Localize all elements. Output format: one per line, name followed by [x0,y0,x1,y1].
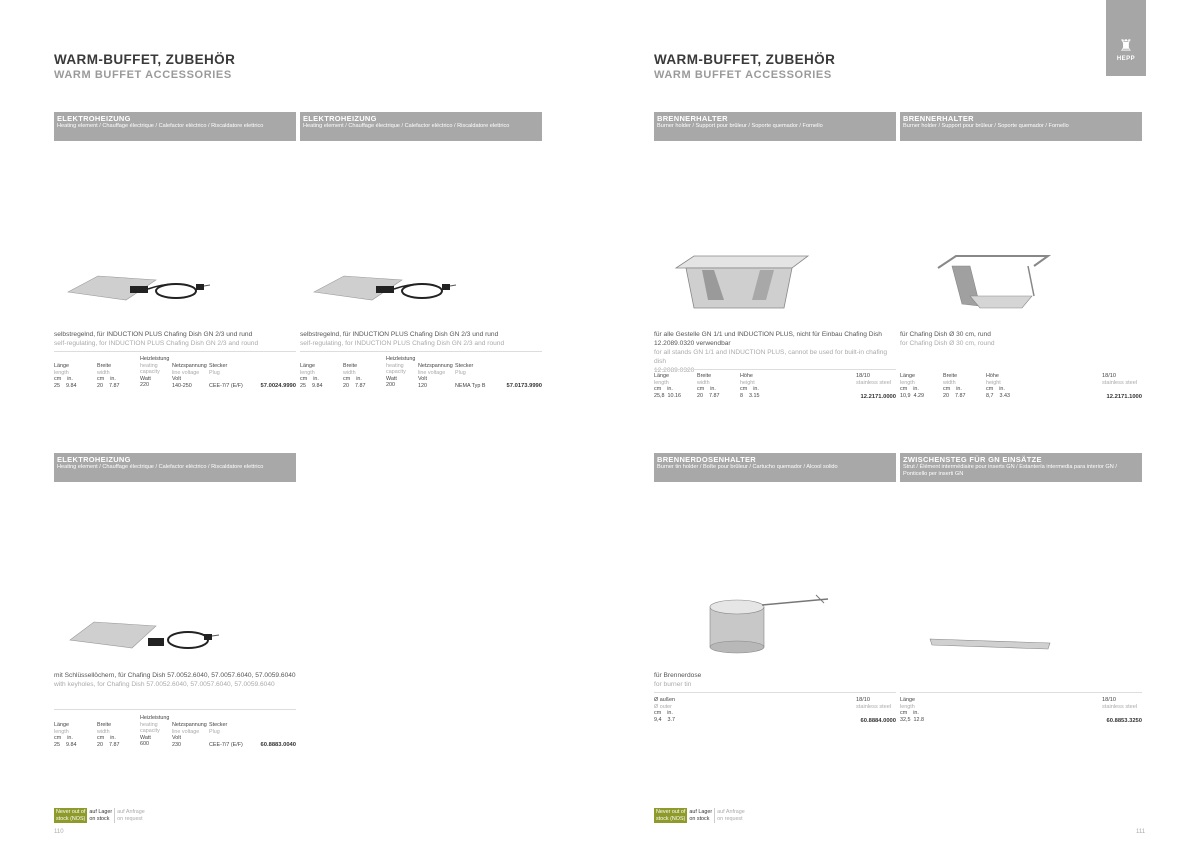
product-header: BRENNERDOSENHALTER Burner tin holder / Boîte pour brûleur / Cartucho quemador / Alcool solido [654,453,896,482]
spec-table: Länge length cm in. 10,9 4.29 Breite width cm in. 20 7.87 Höhe height cm in. 8,7 3.43 18/10 stainless steel 12.2171.1000 [900,373,1142,400]
product-header: ZWISCHENSTEG FÜR GN EINSÄTZE Strut / Élément intermédiaire pour inserts GN / Estantería intermedia para interior GN / Ponticello per inserti GN [900,453,1142,482]
page-number: 111 [1136,829,1146,835]
description-en: self-regulating, for INDUCTION PLUS Chafing Dish GN 2/3 and round [54,340,259,347]
page-subtitle: WARM BUFFET ACCESSORIES [654,69,832,81]
heating-plate-image [304,270,474,310]
description-de: mit Schlüssellöchern, für Chafing Dish 57.0052.6040, 57.0057.6040, 57.0059.6040 [54,672,296,679]
product-card [654,453,896,743]
description-en: self-regulating, for INDUCTION PLUS Chafing Dish GN 2/3 and round [300,340,505,347]
article-number: 57.0173.9990 [506,383,542,389]
stock-legend: Never out of stock (NOS) auf Lager on stock auf Anfrage on request [656,809,745,822]
burner-holder-image [674,252,814,312]
burner-tin-holder-image [704,593,834,655]
waiter-logo-icon: ♜ [1118,38,1134,55]
divider [54,351,296,352]
description-en: for all stands GN 1/1 and INDUCTION PLUS, cannot be used for built-in chafing dish [654,349,888,365]
spec-table: Länge length cm in. 25,8 10.16 Breite width cm in. 20 7.87 Höhe height cm in. 8 3.15 18/10 stainless steel 12.2171.0000 [654,373,896,400]
page-number: 110 [54,829,64,835]
description-de: für Chafing Dish Ø 30 cm, rund [900,331,991,338]
product-header: BRENNERHALTER Burner holder / Support pour brûleur / Soporte quemador / Fornello [654,112,896,141]
page-subtitle: WARM BUFFET ACCESSORIES [54,69,232,81]
description-de: für Brennerdose [654,672,702,679]
product-card: BRENNERHALTER Burner holder / Support pour brûleur / Soporte quemador / Fornello für alle Gestelle GN 1/1 und INDUCTION PLUS, nicht für Einbau Chafing Dish 12.2089.0320 verwendbar for all stands GN 1/1 and INDUCTION PLUS, cannot be used for built-in chafing dish 12.2089.0320 Länge length cm in. 25,8 10.16 Breite width cm in. 20 7.87 Höhe height cm in. 8 3.15 18/10 stainless steel 12.2171.0000 [654,112,896,402]
product-card [300,112,542,402]
product-card [900,112,1142,402]
product-header: BRENNERHALTER Burner holder / Support pour brûleur / Soporte quemador / Fornello [900,112,1142,141]
page-title: WARM-BUFFET, ZUBEHÖR [54,52,236,67]
article-number: 12.2171.0000 [860,394,896,400]
product-header: ELEKTROHEIZUNG Heating element / Chauffage électrique / Calefactor eléctrico / Riscaldatore elettrico [300,112,542,141]
article-number: 12.2171.1000 [1106,394,1142,400]
description-en: for Chafing Dish Ø 30 cm, round [900,340,995,347]
heating-plate-image [58,270,228,310]
description-en: with keyholes, for Chafing Dish 57.0052.6040, 57.0057.6040, 57.0059.6040 [54,681,275,688]
product-header: ELEKTROHEIZUNG Heating element / Chauffage électrique / Calefactor eléctrico / Riscaldatore elettrico [54,112,296,141]
product-card [900,453,1142,743]
product-card [54,112,296,402]
description-en: for burner tin [654,681,692,688]
description-de: selbstregelnd, für INDUCTION PLUS Chafing Dish GN 2/3 und rund [54,331,253,338]
heating-plate-image [64,618,234,658]
article-number: 60.8884.0000 [860,718,896,724]
spec-table: Länge length cm in. 25 9.84 Breite width cm in. 20 7.87 Heizleistung heating capacity Watt 220 Netzspannung line voltage Volt 140-250 Stecker Plug CEE-7/7 (E/F) 57.0024.9990 [54,356,296,389]
article-number: 60.8883.0040 [260,742,296,748]
spec-table: Länge length cm in. 25 9.84 Breite width cm in. 20 7.87 Heizleistung heating capacity Watt 200 Netzspannung line voltage Volt 120 Stecker Plug NEMA Typ B 57.0173.9990 [300,356,542,389]
page-title: WARM-BUFFET, ZUBEHÖR [654,52,836,67]
strut-image [928,633,1058,653]
description-de: selbstregelnd, für INDUCTION PLUS Chafing Dish GN 2/3 und rund [300,331,499,338]
brand-name: HEPP [1116,56,1136,62]
product-card [54,453,296,763]
product-header: ELEKTROHEIZUNG Heating element / Chauffage électrique / Calefactor eléctrico / Riscaldatore elettrico [54,453,296,482]
article-number: 60.8853.3250 [1106,718,1142,724]
right-page [600,0,1200,849]
article-number: 57.0024.9990 [260,383,296,389]
spec-table: Länge length cm in. 25 9.84 Breite width cm in. 20 7.87 Heizleistung heating capacity Watt 600 Netzspannung line voltage Volt 230 Stecker Plug CEE-7/7 (E/F) 60.8883.0040 [54,715,296,748]
spec-table: Länge length cm in. 32,5 12.8 18/10 stainless steel 60.8853.3250 [900,697,1142,724]
brand-tab [1106,0,1146,76]
stock-legend: Never out of stock (NOS) auf Lager on stock auf Anfrage on request [56,809,145,822]
spec-table: Ø außen Ø outer cm in. 9,4 3.7 18/10 stainless steel 60.8884.0000 [654,697,896,724]
burner-holder-round-image [936,252,1052,312]
description-de: für alle Gestelle GN 1/1 und INDUCTION PLUS, nicht für Einbau Chafing Dish [654,331,882,338]
